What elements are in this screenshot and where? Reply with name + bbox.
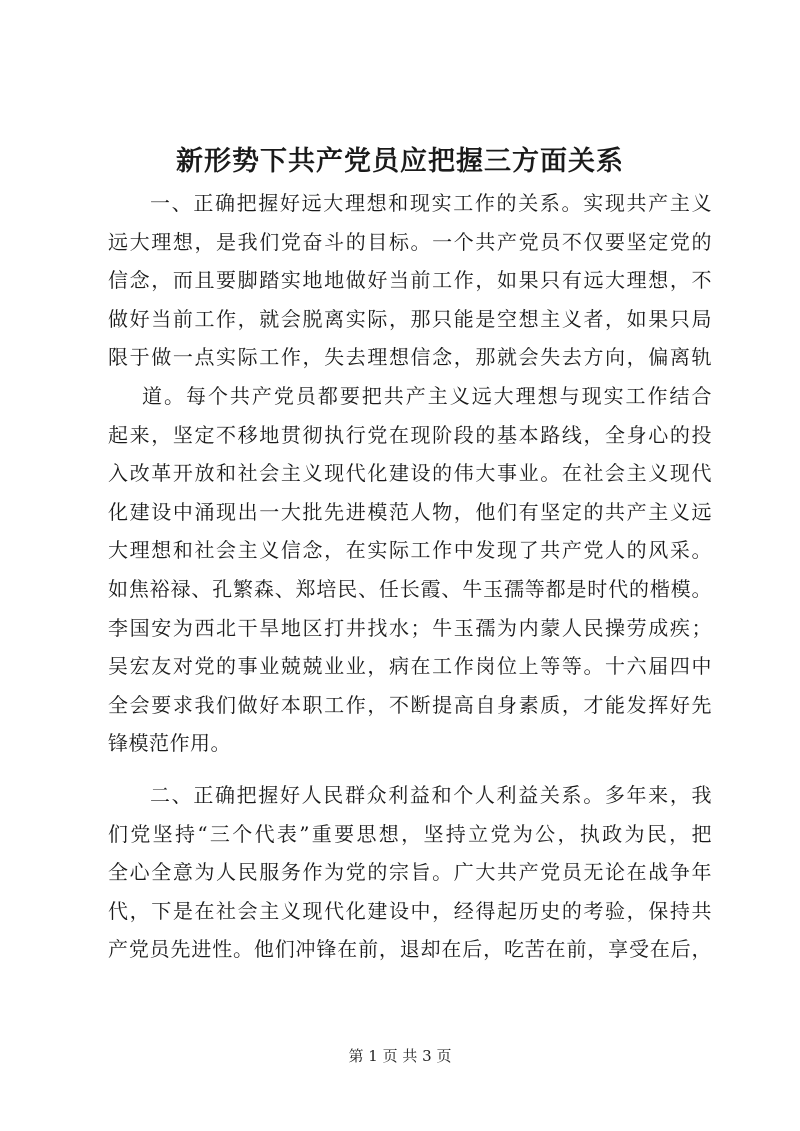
- paragraph-line: 全心全意为人民服务作为党的宗旨。广大共产党员无论在战争年: [108, 860, 712, 885]
- paragraph-line: 们党坚持“三个代表”重要思想，坚持立党为公，执政为民，把: [108, 821, 712, 846]
- paragraph-line: 如焦裕禄、孔繁森、郑培民、任长霞、牛玉孺等都是时代的楷模。: [108, 576, 712, 601]
- document-title: 新形势下共产党员应把握三方面关系: [176, 146, 624, 177]
- document-body: [108, 184, 712, 969]
- paragraph-line: 信念，而且要脚踏实地地做好当前工作，如果只有远大理想，不: [108, 268, 712, 293]
- paragraph-line: 李国安为西北干旱地区打井找水；牛玉孺为内蒙人民操劳成疾；: [108, 615, 712, 640]
- paragraph-line: 代，下是在社会主义现代化建设中，经得起历史的考验，保持共: [108, 898, 712, 923]
- paragraph-line: 道。每个共产党员都要把共产主义远大理想与现实工作结合: [142, 383, 712, 408]
- paragraph-line: 远大理想，是我们党奋斗的目标。一个共产党员不仅要坚定党的: [108, 229, 712, 254]
- paragraph-line: 做好当前工作，就会脱离实际，那只能是空想主义者，如果只局: [108, 306, 712, 331]
- paragraph-line: 二、正确把握好人民群众利益和个人利益关系。多年来，我: [150, 782, 712, 807]
- paragraph-line: 产党员先进性。他们冲锋在前，退却在后，吃苦在前，享受在后，: [108, 937, 712, 962]
- paragraph-line: 入改革开放和社会主义现代化建设的伟大事业。在社会主义现代: [108, 461, 712, 486]
- page-footer: 第 1 页 共 3 页: [348, 1047, 452, 1065]
- paragraph-line: 限于做一点实际工作，失去理想信念，那就会失去方向，偏离轨: [108, 345, 712, 370]
- paragraph-line: 全会要求我们做好本职工作，不断提高自身素质，才能发挥好先: [108, 692, 712, 717]
- paragraph-gap: [108, 763, 712, 776]
- paragraph-line: 一、正确把握好远大理想和现实工作的关系。实现共产主义: [150, 191, 712, 215]
- paragraph-line: 吴宏友对党的事业兢兢业业，病在工作岗位上等等。十六届四中: [108, 654, 712, 679]
- paragraph-line: 起来，坚定不移地贯彻执行党在现阶段的基本路线，全身心的投: [108, 422, 712, 447]
- paragraph-line: 大理想和社会主义信念，在实际工作中发现了共产党人的风采。: [108, 538, 712, 563]
- paragraph-line: 锋模范作用。: [108, 731, 231, 756]
- paragraph-line: 化建设中涌现出一大批先进模范人物，他们有坚定的共产主义远: [108, 499, 712, 524]
